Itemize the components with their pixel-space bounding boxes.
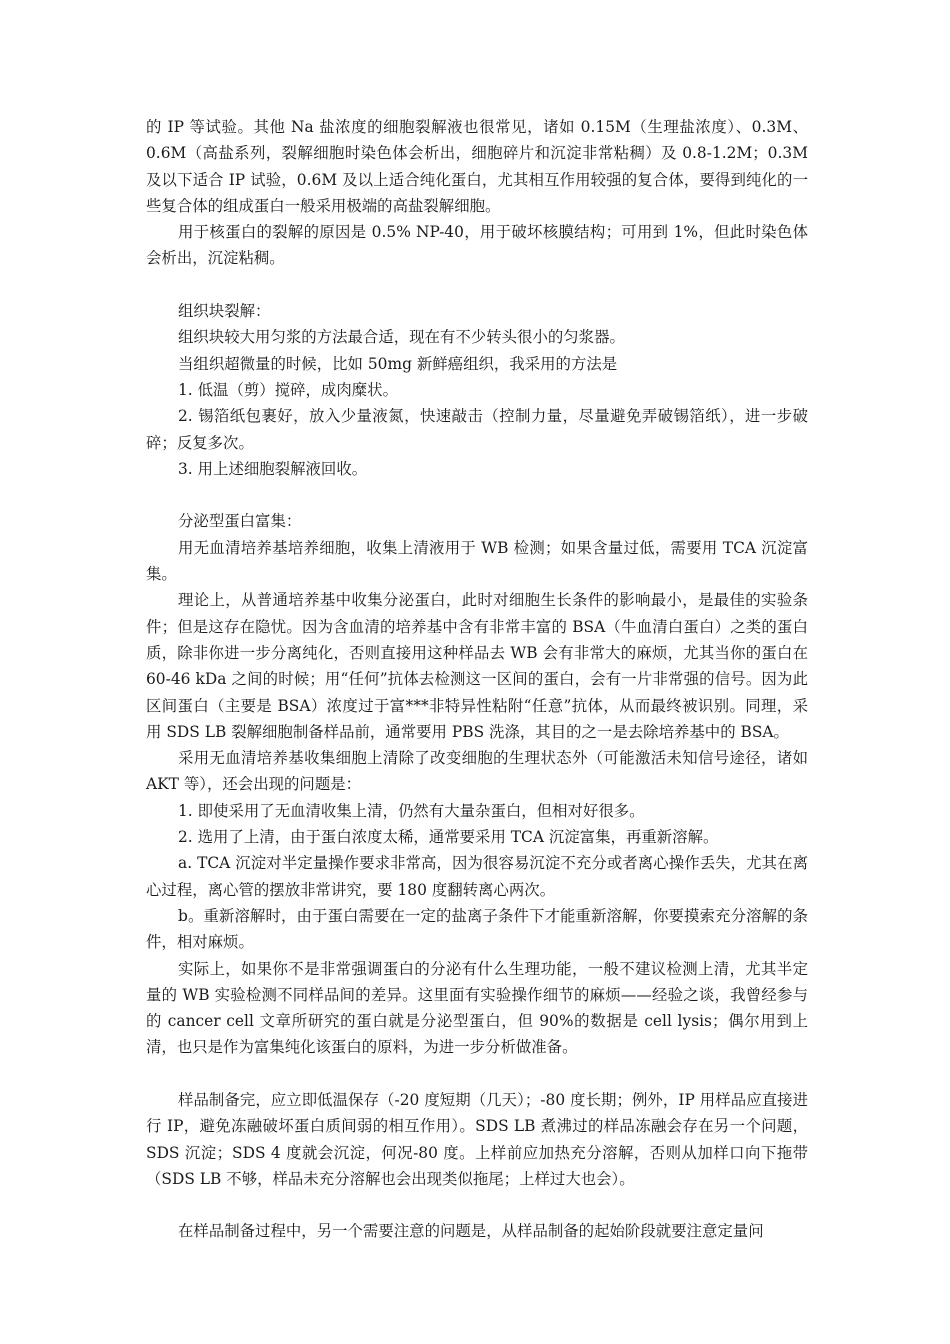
paragraph-serum-free-problems: 采用无血清培养基收集细胞上清除了改变细胞的生理状态外（可能激活未知信号途径，诸如 AKT 等），还会出现的问题是： bbox=[146, 749, 808, 794]
list-item-step-3: 3. 用上述细胞裂解液回收。 bbox=[178, 459, 368, 478]
paragraph-micro-tissue: 当组织超微量的时候，比如 50mg 新鲜癌组织，我采用的方法是 bbox=[178, 354, 618, 373]
paragraph-bsa-theory: 理论上，从普通培养基中收集分泌蛋白，此时对细胞生长条件的影响最小，是最佳的实验条件；但是这存在隐忧。因为含血清的培养基中含有非常丰富的 BSA（牛血清白蛋白）之类的蛋白质，除非你进一步分离纯化，否则直接用这种样品去 WB 会有非常大的麻烦，尤其当你的蛋白在 60-46 kDa 之间的时候；用“任何”抗体去检测这一区间的蛋白，会有一片非常强的信号。因为此区间蛋白（主要是 BSA）浓度过于富***非特异性粘附“任意”抗体，从而最终被识别。同理，采用 SDS LB 裂解细胞制备样品前，通常要用 PBS 洗涤，其目的之一是去除培养基中的 BSA。 bbox=[146, 591, 808, 741]
document-body bbox=[146, 114, 808, 1245]
paragraph-quantification: 在样品制备过程中，另一个需要注意的问题是，从样品制备的起始阶段就要注意定量问 bbox=[178, 1222, 764, 1241]
paragraph-spacer bbox=[146, 1192, 808, 1218]
paragraph-experience: 实际上，如果你不是非常强调蛋白的分泌有什么生理功能，一般不建议检测上清，尤其半定量的 WB 实验检测不同样品间的差异。这里面有实验操作细节的麻烦——经验之谈，我曾经参与的 cancer cell 文章所研究的蛋白就是分泌型蛋白，但 90%的数据是 cell lysis；偶尔用到上清，也只是作为富集纯化该蛋白的原料，为进一步分析做准备。 bbox=[146, 959, 808, 1057]
paragraph-spacer bbox=[146, 272, 808, 298]
paragraph-sample-storage: 样品制备完，应立即低温保存（-20 度短期（几天）；-80 度长期；例外，IP 用样品应直接进行 IP，避免冻融破坏蛋白质间弱的相互作用）。SDS LB 煮沸过的样品冻融会存在另一个问题，SDS 沉淀；SDS 4 度就会沉淀，何况-80 度。上样前应加热充分溶解，否则从加样口向下拖带（SDS LB 不够，样品未充分溶解也会出现类似拖尾；上样过大也会）。 bbox=[146, 1090, 808, 1188]
paragraph-np40: 用于核蛋白的裂解的原因是 0.5% NP-40，用于破坏核膜结构；可用到 1%，但此时染色体会析出，沉淀粘稠。 bbox=[146, 223, 808, 268]
section-heading-secreted-protein: 分泌型蛋白富集： bbox=[178, 512, 302, 531]
list-item-problem-2: 2. 选用了上清，由于蛋白浓度太稀，通常要采用 TCA 沉淀富集，再重新溶解。 bbox=[178, 828, 719, 847]
list-item-problem-1: 1. 即使采用了无血清收集上清，仍然有大量杂蛋白，但相对好很多。 bbox=[178, 801, 645, 820]
list-item-problem-2a: a. TCA 沉淀对半定量操作要求非常高，因为很容易沉淀不充分或者离心操作丢失，尤其在离心过程，离心管的摆放非常讲究，要 180 度翻转离心两次。 bbox=[146, 854, 808, 899]
paragraph-homogenizer: 组织块较大用匀浆的方法最合适，现在有不少转头很小的匀浆器。 bbox=[178, 328, 625, 347]
list-item-step-1: 1. 低温（剪）搅碎，成肉糜状。 bbox=[178, 380, 398, 399]
list-item-problem-2b: b。重新溶解时，由于蛋白需要在一定的盐离子条件下才能重新溶解，你要摸索充分溶解的条件，相对麻烦。 bbox=[146, 906, 808, 952]
section-heading-tissue-lysis: 组织块裂解： bbox=[178, 302, 271, 321]
paragraph-spacer bbox=[146, 1061, 808, 1087]
paragraph-ip-salt-concentration: 的 IP 等试验。其他 Na 盐浓度的细胞裂解液也很常见，诸如 0.15M（生理盐浓度）、0.3M、0.6M（高盐系列，裂解细胞时染色体会析出，细胞碎片和沉淀非常粘稠）及 0.8-1.2M；0.3M 及以下适合 IP 试验，0.6M 及以上适合纯化蛋白，尤其相互作用较强的复合体，要得到纯化的一些复合体的组成蛋白一般采用极端的高盐裂解细胞。 bbox=[146, 118, 808, 215]
list-item-step-2: 2. 锡箔纸包裹好，放入少量液氮，快速敲击（控制力量，尽量避免弄破锡箔纸），进一步破碎；反复多次。 bbox=[146, 407, 808, 452]
paragraph-spacer bbox=[146, 482, 808, 508]
paragraph-serum-free-medium: 用无血清培养基培养细胞，收集上清液用于 WB 检测；如果含量过低，需要用 TCA 沉淀富集。 bbox=[146, 538, 808, 584]
